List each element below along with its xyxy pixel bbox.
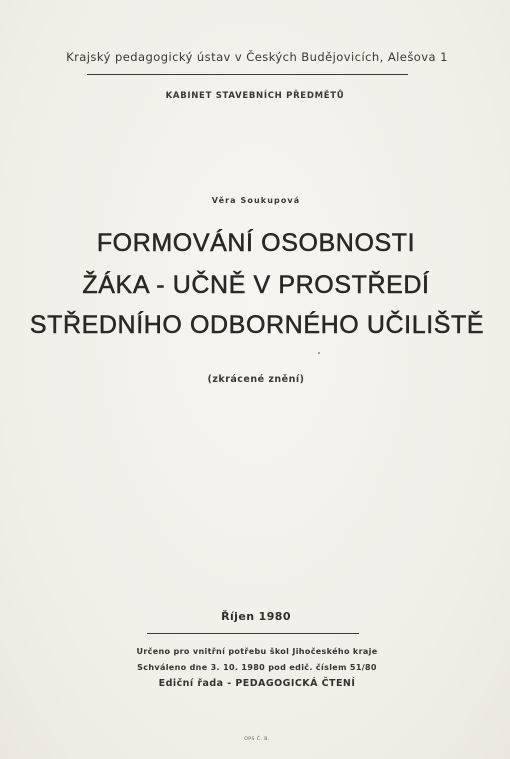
title-line-3: STŘEDNÍHO ODBORNÉHO UČILIŠTĚ (29, 311, 485, 339)
abridged-note: (zkrácené znění) (207, 374, 305, 385)
printer-mark: OPS Č. B. (244, 737, 270, 742)
publication-date: Říjen 1980 (221, 610, 291, 623)
header-divider (87, 74, 408, 75)
imprint-line-1: Určeno pro vnitřní potřebu škol Jihočeského kraje (136, 647, 378, 656)
paper-speck (318, 352, 320, 354)
author-name: Věra Soukupová (211, 196, 301, 205)
imprint-line-3: Ediční řada - PEDAGOGICKÁ ČTENÍ (158, 678, 356, 689)
title-line-2: ŽÁKA - UČNĚ V PROSTŘEDÍ (82, 271, 430, 299)
title-line-1: FORMOVÁNÍ OSOBNOSTI (96, 229, 416, 257)
cabinet-name: KABINET STAVEBNÍCH PŘEDMĚTŮ (165, 91, 345, 101)
institution-name: Krajský pedagogický ústav v Českých Budějovicích, Alešova 1 (66, 50, 448, 64)
imprint-line-2: Schváleno dne 3. 10. 1980 pod edič. číslem 51/80 (137, 663, 377, 672)
imprint-divider (147, 633, 359, 634)
